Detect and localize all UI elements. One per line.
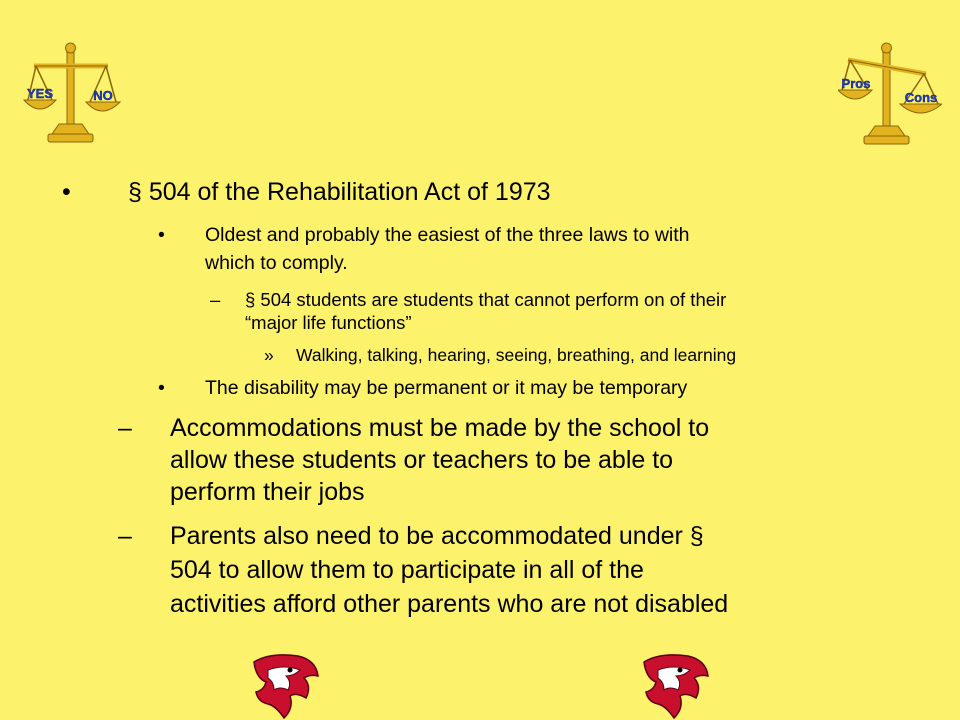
eagle-logo-icon xyxy=(250,652,320,720)
scale-left-pan-label-yes: YES xyxy=(26,86,54,101)
sub1-line-2: which to comply. xyxy=(205,252,348,274)
heading-bullet-marker: • xyxy=(62,178,71,206)
main2-line-3: activities afford other parents who are not disabled xyxy=(170,590,729,618)
main1-line-1: Accommodations must be made by the school to xyxy=(170,414,710,442)
sub1-line-1: Oldest and probably the easiest of the three laws to with xyxy=(205,224,690,246)
sub1-dash-marker: – xyxy=(210,289,221,310)
sub1-dash-sub-marker: » xyxy=(264,345,274,365)
main1-line-3: perform their jobs xyxy=(170,478,365,506)
scale-right-pan-label-pros: Pros xyxy=(841,76,871,91)
main2-line-1: Parents also need to be accommodated under § xyxy=(170,522,704,550)
main1-line-2: allow these students or teachers to be able to xyxy=(170,446,674,474)
sub2-bullet-marker: • xyxy=(158,377,165,399)
balance-scale-yes-no-icon xyxy=(22,38,122,148)
balance-scale-pros-cons-icon xyxy=(838,38,942,150)
sub1-dash-sub-text: Walking, talking, hearing, seeing, breathing, and learning xyxy=(296,345,737,365)
heading-text: § 504 of the Rehabilitation Act of 1973 xyxy=(128,178,551,206)
sub2-text: The disability may be permanent or it may be temporary xyxy=(205,377,688,399)
sub1-bullet-marker: • xyxy=(158,224,165,246)
eagle-logo-icon xyxy=(640,652,710,720)
main2-line-2: 504 to allow them to participate in all of the xyxy=(170,556,644,584)
scale-right-pan-label-cons: Cons xyxy=(904,90,938,105)
sub1-dash-line-1: § 504 students are students that cannot perform on of their xyxy=(245,289,727,310)
main1-dash-marker: – xyxy=(118,414,132,442)
sub1-dash-line-2: “major life functions” xyxy=(245,312,412,333)
scale-left-pan-label-no: NO xyxy=(93,88,113,103)
main2-dash-marker: – xyxy=(118,522,132,550)
